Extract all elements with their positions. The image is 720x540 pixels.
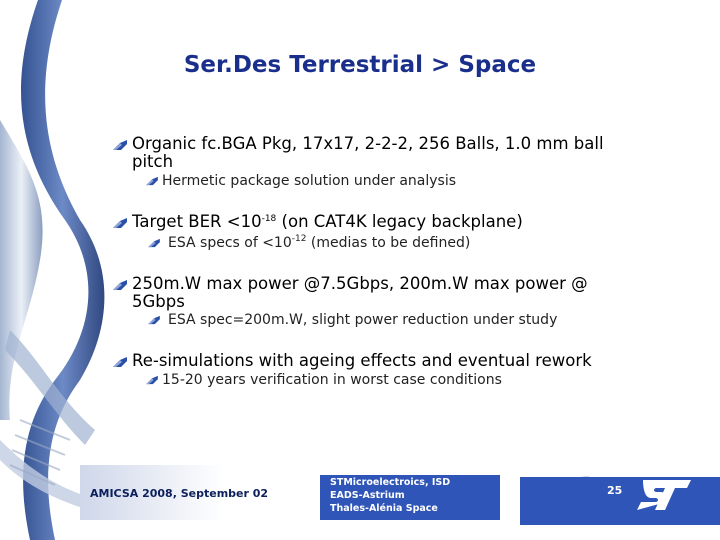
bullet-3-line-2: 5Gbps	[132, 292, 185, 311]
footer-company-line-2: EADS-Astrium	[330, 490, 405, 501]
bullet-2-text-a: Target BER <10	[132, 212, 262, 231]
footer-company-line-1: STMicroelectroics, ISD	[330, 477, 451, 488]
bullet-icon	[145, 375, 159, 385]
bullet-icon	[112, 279, 128, 291]
bullet-2-sub	[168, 235, 470, 252]
bullet-3-line-1: 250m.W max power @7.5Gbps, 200m.W max power @	[132, 274, 588, 293]
bullet-icon	[145, 176, 159, 186]
footer-company-box	[320, 475, 500, 520]
page-number: 25	[607, 484, 623, 497]
bullet-1-sub: Hermetic package solution under analysis	[162, 173, 457, 189]
bullet-4: Re-simulations with ageing effects and eventual rework	[132, 351, 592, 370]
bullet-2-sub-text-a: ESA specs of <10	[168, 235, 292, 251]
bullet-2-sub-text-b: (medias to be defined)	[306, 235, 471, 251]
bullet-1-line-1: Organic fc.BGA Pkg, 17x17, 2-2-2, 256 Balls, 1.0 mm ball	[132, 134, 604, 153]
bullet-1-line-2: pitch	[132, 152, 174, 171]
bullet-icon	[112, 217, 128, 229]
bullet-2-sub-exponent: -12	[291, 234, 307, 244]
dna-helix-decoration	[0, 0, 110, 540]
bullet-icon	[112, 139, 128, 151]
footer-event-box	[80, 465, 285, 520]
bullet-4-sub: 15-20 years verification in worst case conditions	[162, 372, 502, 388]
bullet-2-text-b: (on CAT4K legacy backplane)	[281, 212, 523, 231]
st-logo	[635, 478, 693, 512]
bullet-2-exponent: -18	[261, 214, 277, 224]
bullet-2	[132, 212, 523, 231]
bullet-icon	[147, 315, 161, 325]
bullet-icon	[147, 238, 161, 248]
bullet-3-sub: ESA spec=200m.W, slight power reduction under study	[168, 312, 558, 328]
bullet-icon	[112, 356, 128, 368]
footer-event: AMICSA 2008, September 02	[90, 487, 269, 500]
slide-title: Ser.Des Terrestrial > Space	[183, 52, 537, 78]
footer-company-line-3: Thales-Alénia Space	[330, 503, 438, 514]
